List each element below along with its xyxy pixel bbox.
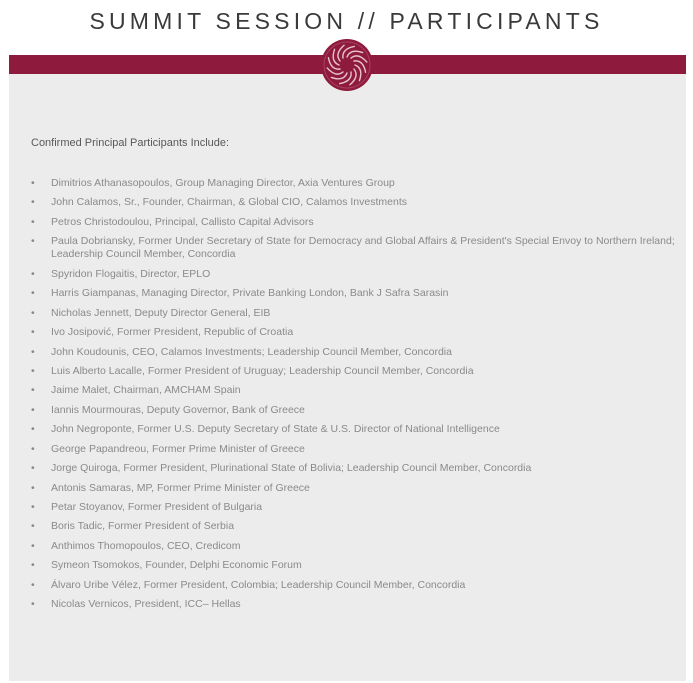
list-item: • Anthimos Thomopoulos, CEO, Credicom [31,540,676,553]
list-item: • Nicolas Vernicos, President, ICC– Hellas [31,598,676,611]
list-item: • John Negroponte, Former U.S. Deputy Secretary of State & U.S. Director of National Intelligence [31,423,676,436]
list-item: • Jorge Quiroga, Former President, Plurinational State of Bolivia; Leadership Council Member, Concordia [31,462,676,475]
list-item: • John Calamos, Sr., Founder, Chairman, & Global CIO, Calamos Investments [31,196,676,209]
intro-text: Confirmed Principal Participants Include: [31,137,230,149]
list-item: • Symeon Tsomokos, Founder, Delphi Economic Forum [31,559,676,572]
list-item: • Antonis Samaras, MP, Former Prime Minister of Greece [31,482,676,495]
list-item: • Paula Dobriansky, Former Under Secretary of State for Democracy and Global Affairs & President's Special Envoy to Northern Ireland; Leadership Council Member, Concordia [31,235,676,261]
list-item: • Ivo Josipović, Former President, Republic of Croatia [31,326,676,339]
page-title: SUMMIT SESSION // PARTICIPANTS [89,8,604,34]
list-item: • Iannis Mourmouras, Deputy Governor, Bank of Greece [31,404,676,417]
list-item: • John Koudounis, CEO, Calamos Investments; Leadership Council Member, Concordia [31,346,676,359]
list-item: • Spyridon Flogaitis, Director, EPLO [31,268,676,281]
list-item: • Boris Tadic, Former President of Serbia [31,520,676,533]
circular-swirl-logo-icon [321,39,373,91]
list-item: • George Papandreou, Former Prime Minister of Greece [31,443,676,456]
list-item: • Petar Stoyanov, Former President of Bulgaria [31,501,676,514]
list-item: • Dimitrios Athanasopoulos, Group Managing Director, Axia Ventures Group [31,177,676,190]
list-item: • Álvaro Uribe Vélez, Former President, Colombia; Leadership Council Member, Concordia [31,579,676,592]
list-item: • Jaime Malet, Chairman, AMCHAM Spain [31,384,676,397]
list-item: • Nicholas Jennett, Deputy Director General, EIB [31,307,676,320]
list-item: • Harris Giampanas, Managing Director, Private Banking London, Bank J Safra Sarasin [31,287,676,300]
list-item: • Luis Alberto Lacalle, Former President of Uruguay; Leadership Council Member, Concordia [31,365,676,378]
participant-list [31,177,676,618]
list-item: • Petros Christodoulou, Principal, Callisto Capital Advisors [31,216,676,229]
